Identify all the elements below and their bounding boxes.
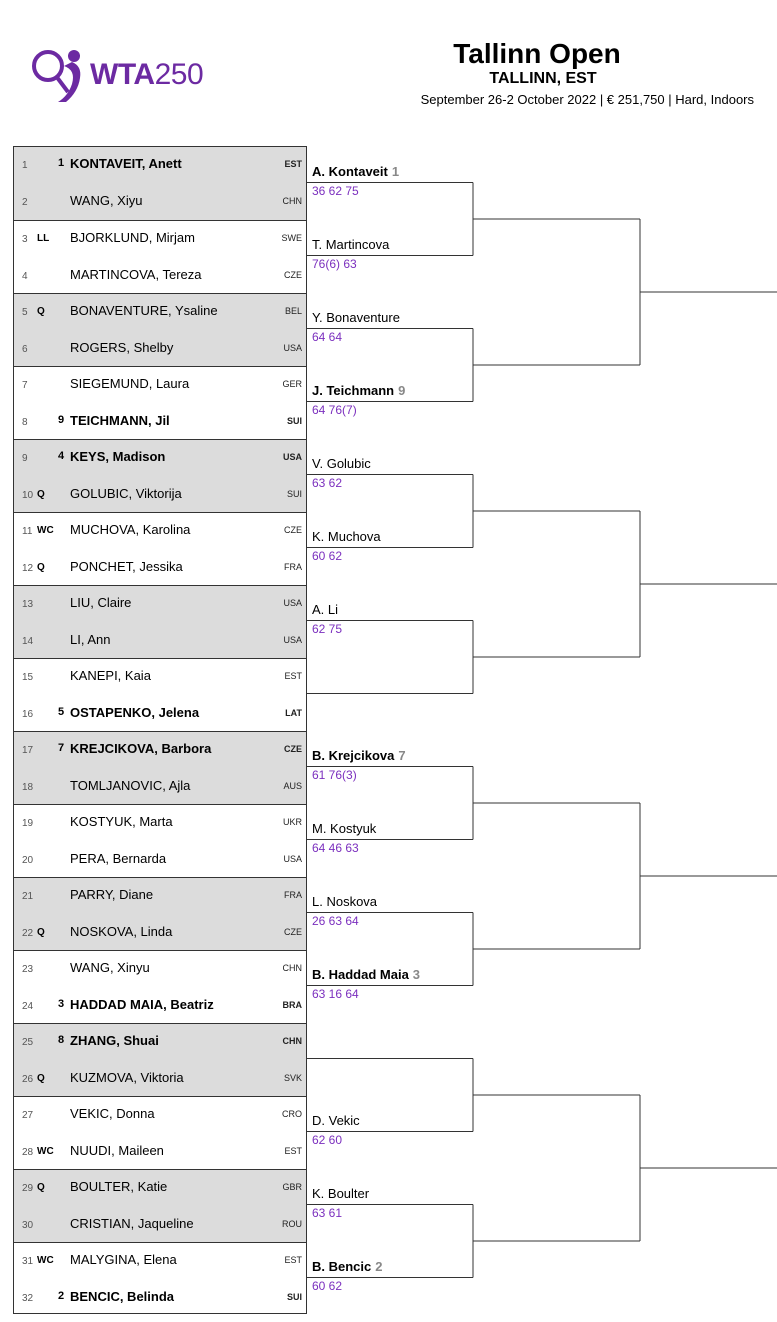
draw-position: 10 [22,489,34,501]
draw-position: 24 [22,1000,34,1012]
entry-status: Q [37,306,45,317]
match-score: 60 62 [312,1279,343,1293]
player-name: TEICHMANN, Jil [70,412,170,428]
seed-number: 2 [58,1289,65,1302]
match-score: 62 75 [312,622,343,636]
seed-number: 1 [58,157,65,169]
country-code: SWE [281,233,302,243]
country-code: USA [283,853,302,864]
draw-position: 3 [22,234,28,245]
seed-number: 8 [58,1034,65,1046]
tournament-title: Tallinn Open [453,38,621,69]
country-code: ROU [282,1218,302,1229]
country-code: UKR [282,817,302,827]
draw-position: 2 [22,196,28,208]
entry-status: Q [37,926,45,938]
country-code: EST [284,1145,302,1156]
entry-status: Q [37,1182,45,1193]
player-name: WANG, Xinyu [70,960,150,975]
draw-position: 8 [22,416,28,428]
match-score: 36 62 75 [312,184,359,198]
winner-name: K. Boulter [312,1186,370,1201]
match-score: 26 63 64 [312,914,359,928]
draw-position: 23 [22,964,34,975]
country-code: USA [282,452,302,462]
winner-name: K. Muchova [312,529,381,544]
draw-position: 12 [22,562,34,574]
country-code: CZE [284,525,302,535]
seed-number: 7 [58,742,65,754]
winner-name: L. Noskova [312,894,378,909]
player-name: SIEGEMUND, Laura [70,376,190,391]
match-score: 62 60 [312,1133,343,1147]
draw-position: 28 [22,1146,34,1158]
draw-position: 22 [22,927,34,939]
entry-status: WC [37,525,54,536]
draw-position: 31 [22,1256,34,1267]
draw-position: 5 [22,307,28,318]
match-score: 60 62 [312,549,343,563]
player-name: WANG, Xiyu [70,192,143,208]
country-code: LAT [285,707,302,718]
entry-status: Q [37,488,45,500]
player-name: CRISTIAN, Jaqueline [70,1215,194,1231]
player-name: MUCHOVA, Karolina [70,522,191,537]
player-name: BOULTER, Katie [70,1179,168,1194]
country-code: SVK [283,1072,302,1083]
tournament-info: September 26-2 October 2022 | € 251,750 | Hard, Indoors [420,92,754,107]
draw-position: 15 [22,672,34,683]
winner-name: T. Martincova [312,237,390,252]
player-name: PARRY, Diane [70,887,154,902]
country-code: USA [283,634,302,645]
country-code: BRA [282,999,302,1010]
seed-number: 9 [58,413,65,426]
country-code: BEL [284,306,302,316]
winner-name: B. Haddad Maia [312,967,409,982]
country-code: CHN [282,1036,302,1046]
player-name: LI, Ann [70,631,111,647]
player-name: ZHANG, Shuai [70,1033,159,1048]
country-code: CHN [282,195,302,206]
draw-position: 29 [22,1183,34,1194]
seed-number: 4 [58,450,65,462]
draw-position: 16 [22,708,34,720]
draw-position: 20 [22,854,34,866]
player-name: PONCHET, Jessika [70,558,183,574]
player-name: KOSTYUK, Marta [70,814,173,829]
winner-name: A. Kontaveit [312,164,388,179]
player-name: KEYS, Madison [70,449,166,464]
match-score: 76(6) 63 [312,257,357,271]
country-code: USA [283,598,302,608]
draw-position: 25 [22,1037,34,1048]
player-name: BONAVENTURE, Ysaline [70,303,218,318]
winner-name: V. Golubic [312,456,371,471]
country-code: SUI [286,415,302,426]
match-score: 63 62 [312,476,343,490]
winner-seed: 7 [398,748,406,763]
player-name: KONTAVEIT, Anett [70,156,182,171]
country-code: USA [283,342,302,353]
draw-position: 21 [22,891,34,902]
player-name: KANEPI, Kaia [70,668,151,683]
country-code: EST [284,671,302,681]
entry-status: Q [37,561,45,573]
country-code: GER [282,379,302,389]
draw-position: 19 [22,818,34,829]
draw-position: 26 [22,1073,34,1085]
player-name: OSTAPENKO, Jelena [70,704,200,720]
tournament-city: TALLINN, EST [489,70,597,87]
country-code: CRO [282,1109,302,1119]
winner-name: M. Kostyuk [312,821,377,836]
winner-seed: 1 [391,164,400,179]
draw-position: 11 [22,526,33,537]
player-name: PERA, Bernarda [70,850,167,866]
country-code: CZE [284,926,302,937]
draw-position: 6 [22,343,28,355]
player-name: GOLUBIC, Viktorija [70,485,182,501]
player-name: TOMLJANOVIC, Ajla [70,777,191,793]
country-code: EST [284,1255,302,1265]
country-code: CZE [284,744,302,754]
match-score: 63 61 [312,1206,343,1220]
draw-position: 7 [22,380,28,391]
entry-status: LL [37,233,50,244]
country-code: SUI [286,488,302,499]
draw-position: 9 [22,453,28,464]
draw-position: 27 [22,1110,34,1121]
winner-name: A. Li [312,602,339,617]
player-name: ROGERS, Shelby [70,339,174,355]
country-code: CHN [282,963,302,973]
match-score: 64 46 63 [312,841,359,855]
match-score: 64 64 [312,330,343,344]
player-name: NUUDI, Maileen [70,1142,164,1158]
player-name: BENCIC, Belinda [70,1288,175,1304]
player-name: NOSKOVA, Linda [70,923,173,939]
country-code: GBR [282,1182,302,1192]
match-score: 64 76(7) [312,403,357,417]
country-code: FRA [284,561,302,572]
winner-seed: 2 [375,1259,383,1274]
draw-position: 13 [22,599,34,610]
winner-name: Y. Bonaventure [312,310,400,325]
match-score: 61 76(3) [312,768,357,782]
draw-position: 4 [22,270,28,282]
winner-seed: 9 [398,383,406,398]
seed-number: 3 [58,997,65,1010]
player-name: KREJCIKOVA, Barbora [70,741,212,756]
draw-position: 30 [22,1219,34,1231]
player-name: HADDAD MAIA, Beatriz [70,996,214,1012]
player-name: MARTINCOVA, Tereza [70,266,202,282]
match-score: 63 16 64 [312,987,359,1001]
logo-wordmark: WTA250 [90,58,204,91]
seed-number: 5 [58,705,65,718]
winner-name: B. Krejcikova [312,748,395,763]
winner-name: J. Teichmann [312,383,395,398]
country-code: SUI [286,1291,302,1302]
player-name: BJORKLUND, Mirjam [70,230,195,245]
winner-name: B. Bencic [312,1259,372,1274]
player-name: LIU, Claire [70,595,132,610]
draw-position: 14 [22,635,34,647]
player-name: KUZMOVA, Viktoria [70,1069,184,1085]
entry-status: WC [37,1145,54,1157]
draw-position: 17 [22,745,34,756]
player-name: MALYGINA, Elena [70,1252,177,1267]
entry-status: WC [37,1255,54,1266]
draw-position: 18 [22,781,34,793]
player-name: VEKIC, Donna [70,1106,155,1121]
draw-position: 32 [22,1292,34,1304]
winner-name: D. Vekic [312,1113,360,1128]
country-code: AUS [283,780,302,791]
entry-status: Q [37,1072,45,1084]
country-code: FRA [284,890,302,900]
country-code: CZE [284,269,302,280]
country-code: EST [284,159,302,169]
draw-position: 1 [22,160,28,171]
winner-seed: 3 [412,967,421,982]
